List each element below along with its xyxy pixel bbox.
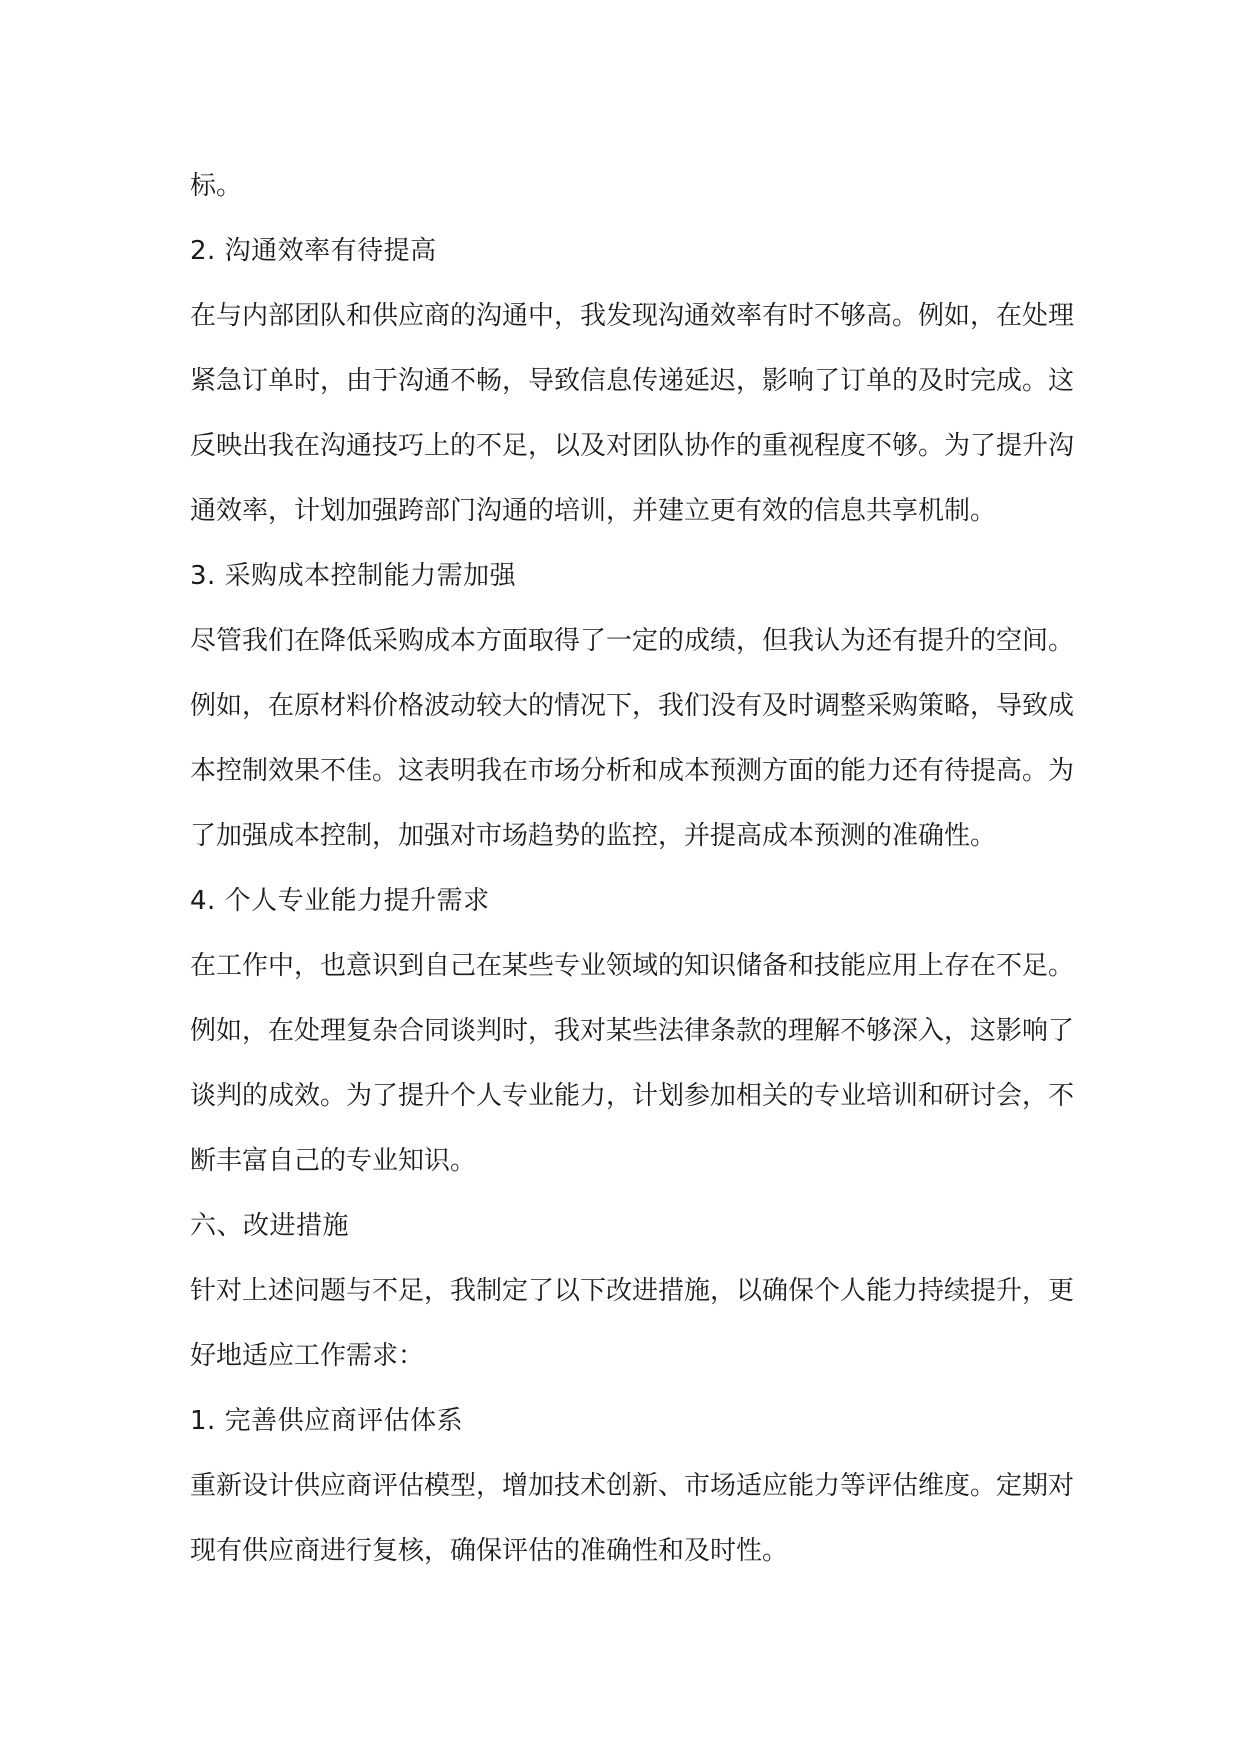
section-heading-2: 2. 沟通效率有待提高 <box>190 236 437 266</box>
section-heading-1: 1. 完善供应商评估体系 <box>190 1406 464 1436</box>
paragraph-line: 断丰富自己的专业知识。 <box>190 1146 477 1176</box>
paragraph-line: 例如，在原材料价格波动较大的情况下，我们没有及时调整采购策略，导致成 <box>190 691 1075 721</box>
paragraph-line: 尽管我们在降低采购成本方面取得了一定的成绩，但我认为还有提升的空间。 <box>190 626 1075 656</box>
paragraph-line: 了加强成本控制，加强对市场趋势的监控，并提高成本预测的准确性。 <box>190 821 997 851</box>
paragraph-line: 谈判的成效。为了提升个人专业能力，计划参加相关的专业培训和研讨会，不 <box>190 1081 1075 1111</box>
paragraph-line: 重新设计供应商评估模型，增加技术创新、市场适应能力等评估维度。定期对 <box>190 1471 1075 1501</box>
paragraph-line: 针对上述问题与不足，我制定了以下改进措施，以确保个人能力持续提升，更 <box>190 1276 1075 1306</box>
paragraph-line: 在与内部团队和供应商的沟通中，我发现沟通效率有时不够高。例如，在处理 <box>190 301 1075 331</box>
section-heading-3: 3. 采购成本控制能力需加强 <box>190 561 517 591</box>
chapter-heading-improvements: 六、改进措施 <box>190 1211 350 1241</box>
paragraph-line: 好地适应工作需求： <box>190 1341 425 1371</box>
paragraph-line: 本控制效果不佳。这表明我在市场分析和成本预测方面的能力还有待提高。为 <box>190 756 1075 786</box>
paragraph-line: 例如，在处理复杂合同谈判时，我对某些法律条款的理解不够深入，这影响了 <box>190 1016 1075 1046</box>
paragraph-line: 现有供应商进行复核，确保评估的准确性和及时性。 <box>190 1536 789 1566</box>
section-heading-4: 4. 个人专业能力提升需求 <box>190 886 490 916</box>
paragraph-line: 通效率，计划加强跨部门沟通的培训，并建立更有效的信息共享机制。 <box>190 496 997 526</box>
paragraph-line: 标。 <box>190 171 243 201</box>
paragraph-line: 紧急订单时，由于沟通不畅，导致信息传递延迟，影响了订单的及时完成。这 <box>190 366 1075 396</box>
paragraph-line: 反映出我在沟通技巧上的不足，以及对团队协作的重视程度不够。为了提升沟 <box>190 431 1075 461</box>
paragraph-line: 在工作中，也意识到自己在某些专业领域的知识储备和技能应用上存在不足。 <box>190 951 1075 981</box>
